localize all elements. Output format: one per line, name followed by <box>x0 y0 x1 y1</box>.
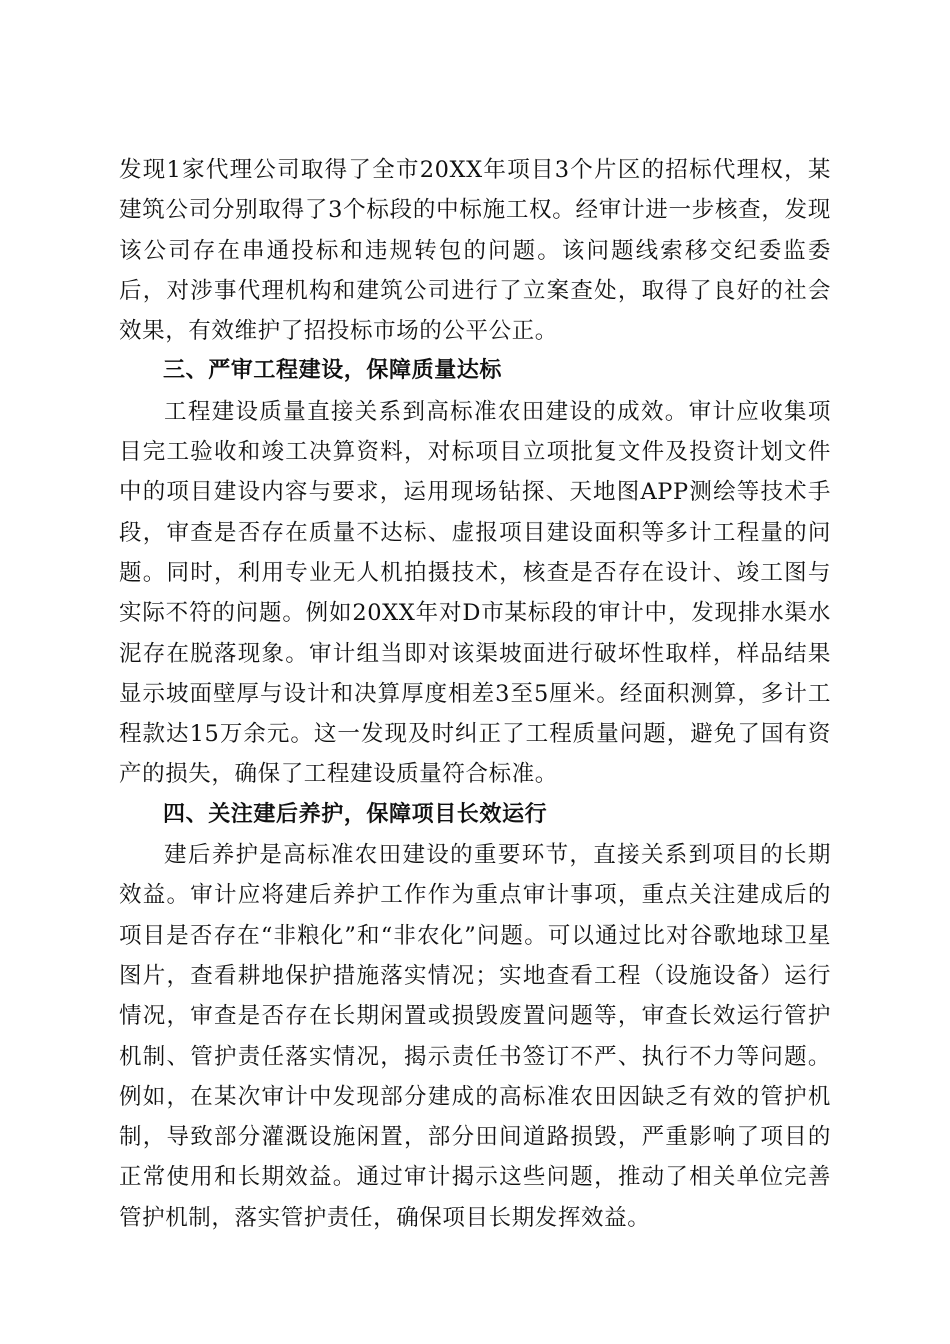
paragraph-post-construction-maintenance: 建后养护是高标准农田建设的重要环节，直接关系到项目的长期效益。审计应将建后养护工作作为重点审计事项，重点关注建成后的项目是否存在“非粮化”和“非农化”问题。可以通过比对谷歌地球卫星图片，查看耕地保护措施落实情况；实地查看工程（设施设备）运行情况，审查是否存在长期闲置或损毁废置问题等，审查长效运行管护机制、管护责任落实情况，揭示责任书签订不严、执行不力等问题。例如，在某次审计中发现部分建成的高标准农田因缺乏有效的管护机制，导致部分灌溉设施闲置，部分田间道路损毁，严重影响了项目的正常使用和长期效益。通过审计揭示这些问题，推动了相关单位完善管护机制，落实管护责任，确保项目长期发挥效益。 <box>119 842 831 1231</box>
paragraph-bid-agency-case: 发现1家代理公司取得了全市20XX年项目3个片区的招标代理权，某建筑公司分别取得了3个标段的中标施工权。经审计进一步核查，发现该公司存在串通投标和违规转包的问题。该问题线索移交纪委监委后，对涉事代理机构和建筑公司进行了立案查处，取得了良好的社会效果，有效维护了招投标市场的公平公正。 <box>119 157 831 345</box>
section-heading-3: 三、严审工程建设，保障质量达标 <box>163 358 503 384</box>
document-body <box>119 150 831 1238</box>
section-heading-4: 四、关注建后养护，保障项目长效运行 <box>163 801 548 827</box>
paragraph-construction-quality: 工程建设质量直接关系到高标准农田建设的成效。审计应收集项目完工验收和竣工决算资料，对标项目立项批复文件及投资计划文件中的项目建设内容与要求，运用现场钻探、天地图APP测绘等技术手段，审查是否存在质量不达标、虚报项目建设面积等多计工程量的问题。同时，利用专业无人机拍摄技术，核查是否存在设计、竣工图与实际不符的问题。例如20XX年对D市某标段的审计中，发现排水渠水泥存在脱落现象。审计组当即对该渠坡面进行破坏性取样，样品结果显示坡面壁厚与设计和决算厚度相差3至5厘米。经面积测算，多计工程款达15万余元。这一发现及时纠正了工程质量问题，避免了国有资产的损失，确保了工程建设质量符合标准。 <box>119 398 831 788</box>
